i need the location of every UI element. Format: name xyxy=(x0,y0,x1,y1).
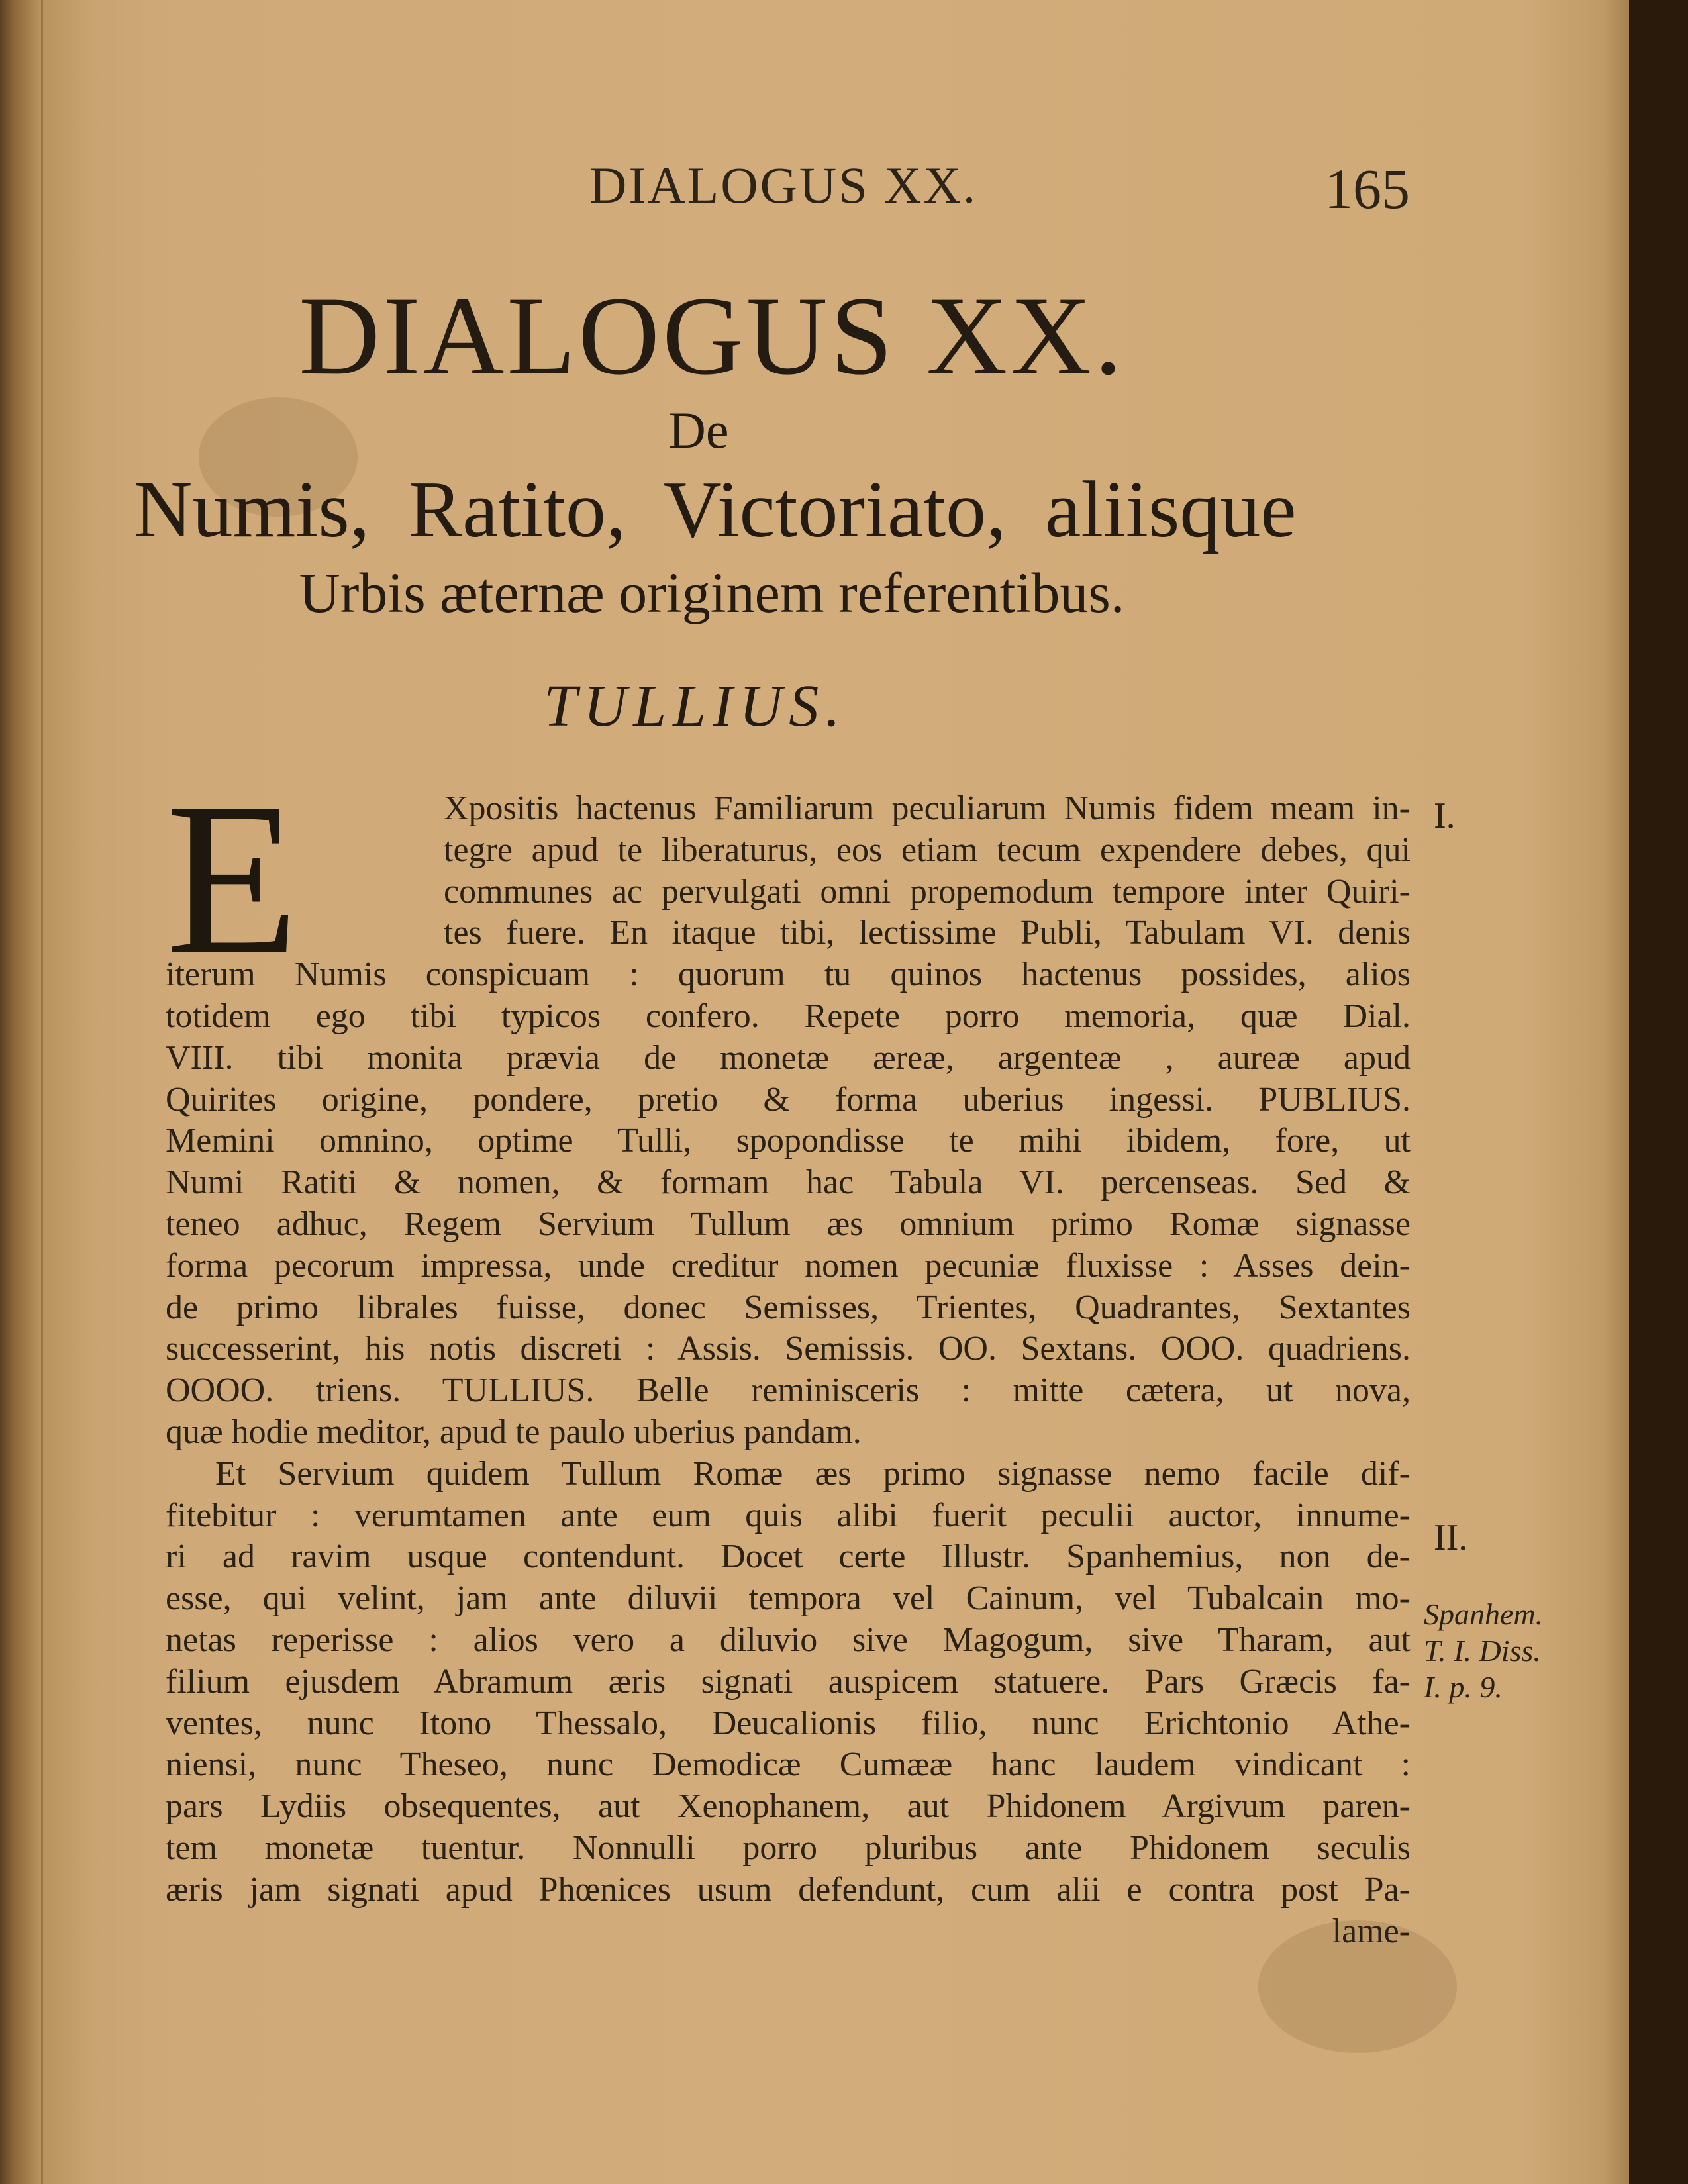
running-head: DIALOGUS XX. xyxy=(589,156,978,214)
text-line: niensi, nunc Theseo, nunc Demodicæ Cumææ hanc laudem vindicant : xyxy=(166,1746,1411,1784)
margin-section-number: I. xyxy=(1434,795,1456,836)
chapter-title: DIALOGUS XX. xyxy=(299,273,1125,398)
text-line: Numi Ratiti & nomen, & formam hac Tabula VI. percenseas. Sed & xyxy=(166,1164,1411,1202)
text-line: communes ac pervulgati omni propemodum tempore inter Quiri- xyxy=(444,872,1411,911)
page-number: 165 xyxy=(1324,157,1410,221)
text-line: tes fuere. En itaque tibi, lectissime Publi, Tabulam VI. denis xyxy=(444,914,1411,952)
text-line: quæ hodie meditor, apud te paulo uberius pandam. xyxy=(166,1413,862,1451)
title-preposition: De xyxy=(668,401,729,459)
text-line: esse, qui velint, jam ante diluvii tempora vel Cainum, vel Tubalcain mo- xyxy=(166,1579,1411,1618)
text-line: successerint, his notis discreti : Assis. Semissis. OO. Sextans. OOO. quadriens. xyxy=(166,1330,1411,1368)
catchword: lame- xyxy=(1332,1912,1411,1950)
paragraph-2 xyxy=(166,1454,1411,1953)
text-line: teneo adhuc, Regem Servium Tullum æs omnium primo Romæ signasse xyxy=(166,1205,1411,1243)
text-line: filium ejusdem Abramum æris signati auspicem statuere. Pars Græcis fa- xyxy=(166,1662,1411,1701)
text-line: tem monetæ tuentur. Nonnulli porro pluribus ante Phidonem seculis xyxy=(166,1828,1411,1867)
text-line: Xpositis hactenus Familiarum peculiarum Numis fidem meam in- xyxy=(444,789,1411,827)
text-line: ri ad ravim usque contendunt. Docet certe Illustr. Spanhemius, non de- xyxy=(166,1538,1411,1576)
margin-citation xyxy=(1424,1596,1543,1705)
text-line: fitebitur : verumtamen ante eum quis alibi fuerit peculii auctor, innume- xyxy=(166,1496,1411,1534)
page-edge-shadow xyxy=(1629,0,1688,2184)
body-text xyxy=(166,758,1411,1952)
citation-line: Spanhem. xyxy=(1424,1597,1544,1631)
text-line: de primo librales fuisse, donec Semisses, Trientes, Quadrantes, Sextantes xyxy=(166,1288,1411,1326)
citation-line: T. I. Diss. xyxy=(1424,1634,1541,1667)
text-line: forma pecorum impressa, unde creditur nomen pecuniæ fluxisse : Asses dein- xyxy=(166,1246,1411,1285)
text-line: iterum Numis conspicuam : quorum tu quinos hactenus possides, alios xyxy=(166,956,1411,994)
title-subject: Numis, Ratito, Victoriato, aliisque xyxy=(134,465,1297,554)
text-line: Quirites origine, pondere, pretio & forma uberius ingessi. PUBLIUS. xyxy=(166,1080,1411,1118)
running-header xyxy=(46,156,1636,228)
text-line: ventes, nunc Itono Thessalo, Deucalionis filio, nunc Erichtonio Athe- xyxy=(166,1704,1411,1742)
text-line: æris jam signati apud Phœnices usum defendunt, cum alii e contra post Pa- xyxy=(166,1870,1411,1909)
text-line: totidem ego tibi typicos confero. Repete porro memoria, quæ Dial. xyxy=(166,997,1411,1035)
text-line: Memini omnino, optime Tulli, spopondisse te mihi ibidem, fore, ut xyxy=(166,1122,1411,1160)
citation-line: I. p. 9. xyxy=(1424,1670,1503,1704)
speaker-heading: TULLIUS. xyxy=(544,673,847,739)
text-line: Et Servium quidem Tullum Romæ æs primo signasse nemo facile dif- xyxy=(215,1454,1411,1493)
text-line: pars Lydiis obsequentes, aut Xenophanem, aut Phidonem Argivum paren- xyxy=(166,1787,1411,1826)
margin-section-number: II. xyxy=(1434,1517,1468,1558)
text-line: netas reperisse : alios vero a diluvio sive Magogum, sive Tharam, aut xyxy=(166,1620,1411,1659)
text-line: OOOO. triens. TULLIUS. Belle reminisceris : mitte cætera, ut nova, xyxy=(166,1371,1411,1410)
drop-cap: E xyxy=(166,758,299,1000)
text-line: VIII. tibi monita prævia de monetæ æreæ, argenteæ , aureæ apud xyxy=(166,1038,1411,1077)
page xyxy=(46,26,1636,2172)
text-line: tegre apud te liberaturus, eos etiam tecum expendere debes, qui xyxy=(444,830,1411,869)
title-subtitle: Urbis æternæ originem referentibus. xyxy=(299,561,1125,624)
